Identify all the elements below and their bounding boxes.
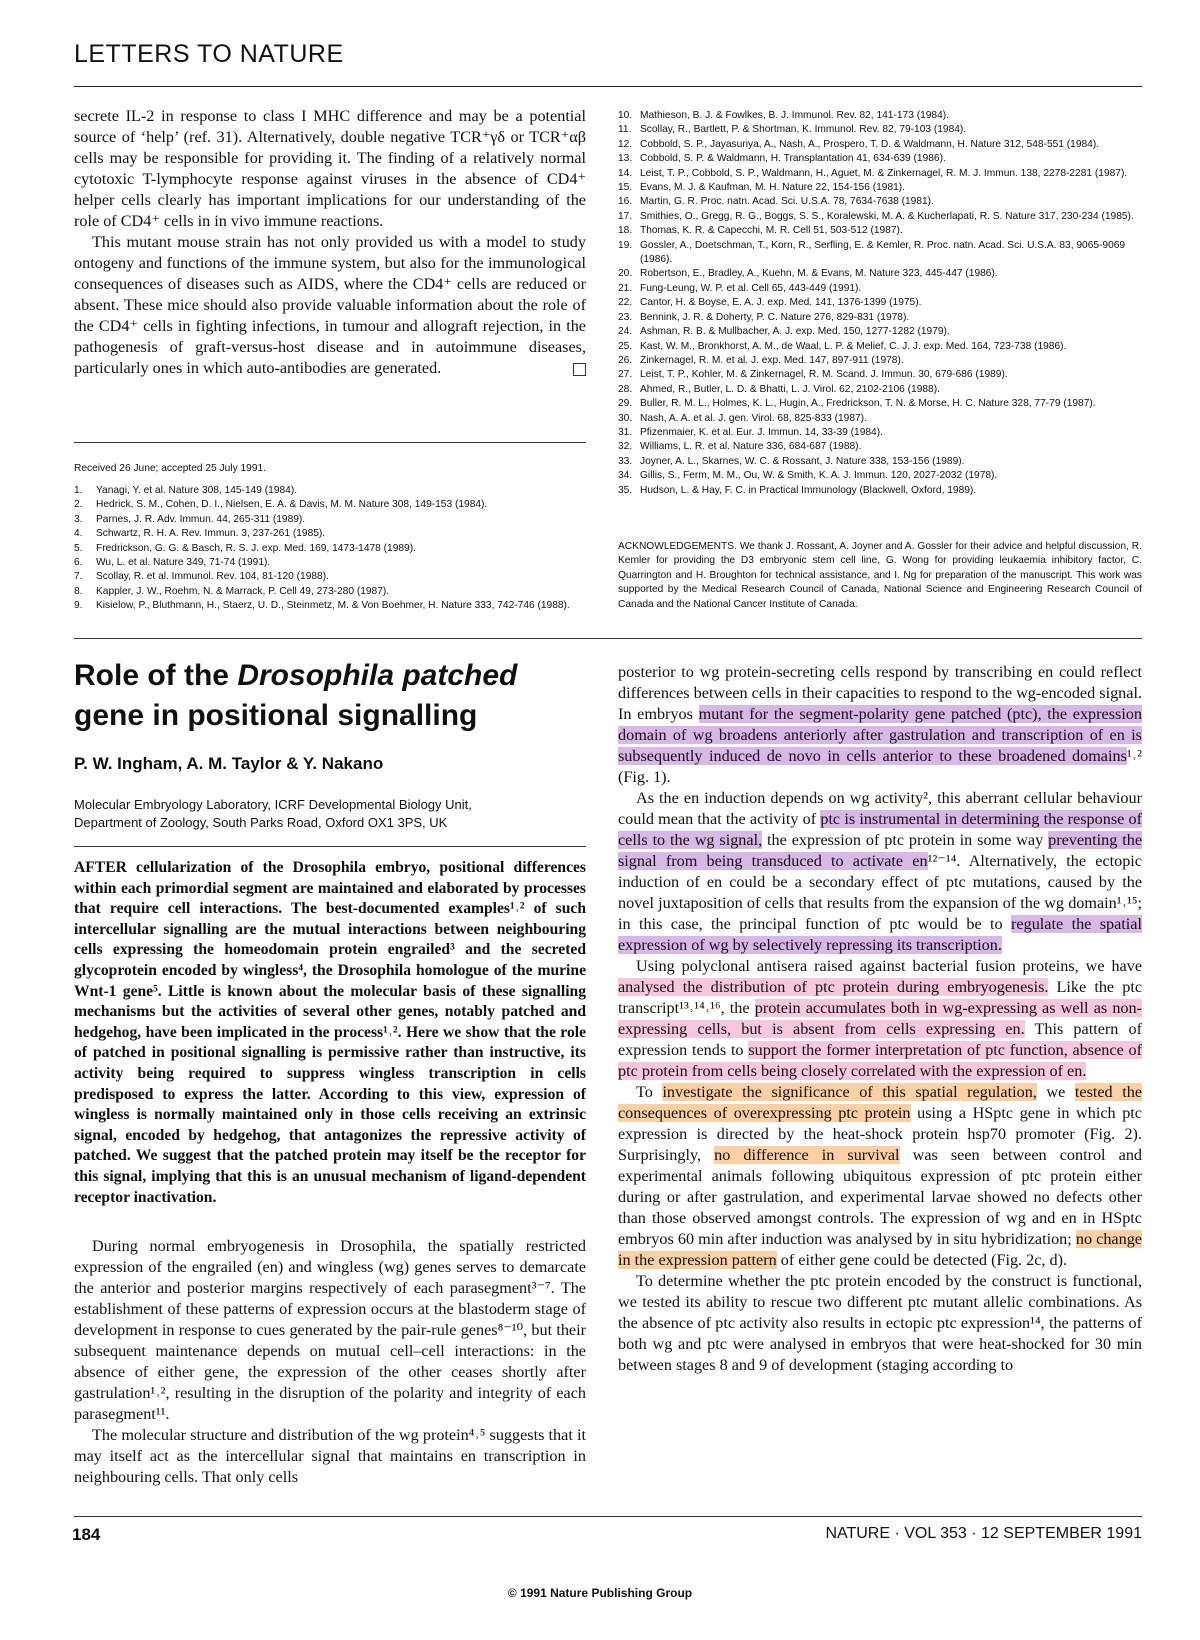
journal-citation: NATURE · VOL 353 · 12 SEPTEMBER 1991 <box>825 1525 1142 1542</box>
reference-text: Parnes, J. R. Adv. Immun. 44, 265-311 (1989). <box>96 513 306 525</box>
reference-item <box>618 123 1142 137</box>
reference-item <box>618 440 1142 454</box>
reference-item <box>74 513 586 527</box>
page-number: 184 <box>72 1525 101 1544</box>
reference-text: Kisielow, P., Bluthmann, H., Staerz, U. D., Steinmetz, M. & Von Boehmer, H. Nature 333, 742-746 (1988). <box>96 600 570 612</box>
reference-number: 11. <box>618 124 632 136</box>
reference-text: Wu, L. et al. Nature 349, 71-74 (1991). <box>96 557 271 569</box>
header-rule <box>74 86 1142 87</box>
reference-item <box>618 224 1142 238</box>
highlight-purple: mutant for the segment-polarity gene patched (ptc), the expression domain of wg broadens anteriorly after gastrulation and transcription of en is subsequently induced de novo in cells anterior to these broadened domains <box>618 705 1143 765</box>
affiliation-line-2: Department of Zoology, South Parks Road, Oxford OX1 3PS, UK <box>74 815 448 830</box>
prev-article-body <box>74 106 586 379</box>
reference-item <box>618 282 1142 296</box>
abstract-rule <box>74 846 586 847</box>
reference-number: 5. <box>74 542 83 554</box>
reference-number: 2. <box>74 499 83 511</box>
reference-number: 20. <box>618 268 633 280</box>
reference-item <box>74 527 586 541</box>
abstract-text: cellularization of the Drosophila embryo, positional differences within each primordial segment are maintained and elaborated by processes that require cell interactions. The best-documented examples¹˒² of such intercellular signalling are the mutual interactions between neighbouring cells expressing the homeodomain protein engrailed³ and the secreted glycoprotein encoded by wingless⁴, the Drosophila homologue of the murine Wnt-1 gene⁵. Little is known about the molecular basis of these signalling mechanisms but the activities of several other genes, notably patched and hedgehog, have been implicated in the process¹˒². Here we show that the role of patched in positional signalling is permissive rather than instructive, its activity being required to suppress wingless transcription in cells predisposed to express the latter. According to this view, expression of wingless is normally maintained only in those cells receiving an extrinsic signal, encoded by hedgehog, that antagonizes the repressive activity of patched. We suggest that the patched protein may itself be the receptor for this signal, implying that this is an unusual mechanism of ligand-dependent receptor inactivation. <box>74 859 586 1206</box>
highlight-orange: investigate the significance of this spatial regulation, <box>662 1083 1037 1101</box>
reference-number: 23. <box>618 311 633 323</box>
reference-item <box>618 455 1142 469</box>
reference-number: 14. <box>618 167 633 179</box>
abstract <box>74 858 586 1208</box>
highlight-pink: analysed the distribution of ptc protein during embryogenesis. <box>618 978 1049 996</box>
reference-number: 29. <box>618 398 633 410</box>
reference-item <box>618 152 1142 166</box>
reference-number: 24. <box>618 326 633 338</box>
reference-text: Kast, W. M., Bronkhorst, A. M., de Waal, L. P. & Melief, C. J. J. exp. Med. 164, 723-738 (1986). <box>640 340 1067 352</box>
reference-list-left <box>74 484 586 614</box>
title-part-1: Role of the <box>74 659 238 692</box>
reference-text: Smithies, O., Gregg, R. G., Boggs, S. S., Koralewski, M. A. & Kucherlapati, R. S. Nature 317, 230-234 (1985). <box>640 210 1134 222</box>
reference-item <box>74 585 586 599</box>
reference-item <box>618 397 1142 411</box>
reference-item <box>74 599 586 613</box>
reference-number: 28. <box>618 383 633 395</box>
reference-item <box>618 484 1142 498</box>
reference-text: Evans, M. J. & Kaufman, M. H. Nature 22, 154-156 (1981). <box>640 182 905 194</box>
reference-text: Joyner, A. L., Skarnes, W. C. & Rossant, J. Nature 338, 153-156 (1989). <box>640 455 965 467</box>
article-body-right <box>618 662 1142 1376</box>
reference-number: 19. <box>618 239 633 251</box>
reference-number: 16. <box>618 196 633 208</box>
p3-text-b: ¹˒² (Fig. 1). <box>618 747 1142 786</box>
footer-rule <box>74 1516 1142 1517</box>
reference-text: Yanagi, Y. et al. Nature 308, 145-149 (1984). <box>96 485 298 496</box>
reference-number: 13. <box>618 153 633 165</box>
reference-item <box>618 267 1142 281</box>
reference-text: Zinkernagel, R. M. et al. J. exp. Med. 147, 897-911 (1978). <box>640 354 904 366</box>
reference-number: 26. <box>618 354 633 366</box>
reference-item <box>618 325 1142 339</box>
reference-text: Bennink, J. R. & Doherty, P. C. Nature 276, 829-831 (1978). <box>640 311 910 323</box>
reference-item <box>74 570 586 584</box>
article-head <box>74 656 586 832</box>
reference-text: Cobbold, S. P. & Waldmann, H. Transplantation 41, 634-639 (1986). <box>640 153 946 165</box>
reference-text: Scollay, R., Bartlett, P. & Shortman, K. Immunol. Rev. 82, 79-103 (1984). <box>640 124 967 136</box>
highlight-purple: regulate the spatial expression of wg by selectively repressing its transcription. <box>618 915 1142 954</box>
prev-paragraph-1: secrete IL-2 in response to class I MHC difference and may be a potential source of ‘help’ (ref. 31). Alternatively, double negative TCR⁺γδ or TCR⁺αβ cells may be responsible for providing it. The finding of a relatively normal cytotoxic T-lymphocyte response against viruses in the absence of CD4⁺ helper cells clearly has important implications for our understanding of the role of CD4⁺ cells in in vivo immune reactions. <box>74 107 586 230</box>
reference-text: Hedrick, S. M., Cohen, D. I., Nielsen, E. A. & Davis, M. M. Nature 308, 149-153 (1984). <box>96 499 488 511</box>
highlight-orange: no difference in survival <box>714 1146 900 1164</box>
reference-number: 35. <box>618 484 633 496</box>
reference-text: Gossler, A., Doetschman, T., Korn, R., Serfling, E. & Kemler, R. Proc. natn. Acad. Sci. U.S.A. 83, 9065-9069 (1986). <box>640 239 1126 266</box>
reference-number: 10. <box>618 110 633 121</box>
reference-text: Fredrickson, G. G. & Basch, R. S. J. exp. Med. 169, 1473-1478 (1989). <box>96 542 416 554</box>
reference-number: 31. <box>618 426 633 438</box>
reference-item <box>618 138 1142 152</box>
reference-item <box>618 368 1142 382</box>
body-paragraph-1: During normal embryogenesis in Drosophila, the spatially restricted expression of the engrailed (en) and wingless (wg) genes serves to demarcate the anterior and posterior margins respectively of each parasegment³⁻⁷. The establishment of these patterns of expression occurs at the blastoderm stage of development in response to cues generated by the pair-rule genes⁸⁻¹⁰, but their subsequent maintenance depends on mutual cell–cell interactions: in the absence of either gene, the expression of the other ceases shortly after gastrulation¹˒², resulting in the disruption of the polarity and integrity of each parasegment¹¹. <box>74 1237 586 1423</box>
reference-item <box>618 167 1142 181</box>
body-paragraph-3 <box>618 662 1142 788</box>
section-header: LETTERS TO NATURE <box>74 40 344 68</box>
reference-item <box>618 426 1142 440</box>
body-paragraph-6 <box>618 1082 1142 1271</box>
reference-text: Mathieson, B. J. & Fowlkes, B. J. Immunol. Rev. 82, 141-173 (1984). <box>640 110 949 121</box>
reference-text: Ashman, R. B. & Mullbacher, A. J. exp. Med. 150, 1277-1282 (1979). <box>640 326 950 338</box>
p5-text-a: Using polyclonal antisera raised against bacterial fusion proteins, we have <box>636 957 1142 975</box>
reference-number: 17. <box>618 210 633 222</box>
reference-item <box>618 210 1142 224</box>
p5-text-c: This pattern of expression tends to <box>618 1020 1142 1059</box>
reference-item <box>618 340 1142 354</box>
reference-number: 9. <box>74 600 83 612</box>
reference-text: Hudson, L. & Hay, F. C. in Practical Immunology (Blackwell, Oxford, 1989). <box>640 484 977 496</box>
p6-text-b: we <box>1036 1083 1075 1101</box>
reference-text: Leist, T. P., Kohler, M. & Zinkernagel, R. M. Scand. J. Immun. 30, 679-686 (1989). <box>640 369 1008 381</box>
reference-number: 3. <box>74 513 83 525</box>
affiliation-line-1: Molecular Embryology Laboratory, ICRF Developmental Biology Unit, <box>74 797 472 812</box>
reference-number: 34. <box>618 470 633 482</box>
p6-text-d: was seen between control and experimental animals following ubiquitous expression of ptc protein either during or after gastrulation, and experimental larvae showed no defects other than those observed amongst controls. The expression of wg and en in HSptc embryos 60 min after induction was analysed by in situ hybridization; <box>618 1146 1143 1248</box>
p3-text-a: posterior to wg protein-secreting cells respond by transcribing en could reflect differences between cells in their capacities to respond to the wg-encoded signal. In embryos <box>618 663 1142 723</box>
body-paragraph-4 <box>618 788 1142 956</box>
reference-number: 6. <box>74 557 83 569</box>
reference-text: Thomas, K. R. & Capecchi, M. R. Cell 51, 503-512 (1987). <box>640 225 903 237</box>
copyright-notice: © 1991 Nature Publishing Group <box>507 1586 693 1600</box>
end-of-article-mark <box>573 363 586 376</box>
reference-text: Scollay, R. et al. Immunol. Rev. 104, 81-120 (1988). <box>96 571 329 583</box>
p5-text-b: Like the ptc transcript¹³˒¹⁴˒¹⁶, the <box>618 978 1142 1017</box>
reference-list-right <box>618 109 1142 498</box>
highlight-orange: no change in the expression pattern <box>618 1230 1142 1269</box>
reference-number: 21. <box>618 282 633 294</box>
p6-text-a: To <box>636 1083 663 1101</box>
p6-text-c: using a HSptc gene in which ptc expression is directed by the heat-shock protein hsp70 promoter (Fig. 2). Surprisingly, <box>618 1104 1142 1164</box>
reference-number: 12. <box>618 138 633 150</box>
reference-text: Buller, R. M. L., Holmes, K. L., Hugin, A., Fredrickson, T. N. & Morse, H. C. Nature 328, 77-79 (1987). <box>640 398 1096 410</box>
article-title <box>74 656 586 736</box>
body-paragraph-5 <box>618 956 1142 1082</box>
reference-number: 30. <box>618 412 633 424</box>
reference-number: 7. <box>74 571 83 583</box>
reference-item <box>74 498 586 512</box>
reference-number: 25. <box>618 340 633 352</box>
reference-text: Martin, G. R. Proc. natn. Acad. Sci. U.S.A. 78, 7634-7638 (1981). <box>640 196 934 208</box>
reference-text: Schwartz, R. H. A. Rev. Immun. 3, 237-261 (1985). <box>96 528 326 540</box>
reference-number: 1. <box>74 485 83 496</box>
reference-number: 27. <box>618 369 633 381</box>
reference-text: Leist, T. P., Cobbold, S. P., Waldmann, H., Aguet, M. & Zinkernagel, R. M. J. Immun. 138, 2278-2281 (1987). <box>640 167 1128 179</box>
authors: P. W. Ingham, A. M. Taylor & Y. Nakano <box>74 754 384 773</box>
abstract-lead-word: AFTER <box>74 859 127 876</box>
reference-text: Cantor, H. & Boyse, E. A. J. exp. Med. 141, 1376-1399 (1975). <box>640 297 922 309</box>
reference-text: Ahmed, R., Butler, L. D. & Bhatti, L. J. Virol. 62, 2102-2106 (1988). <box>640 383 940 395</box>
body-paragraph-7: To determine whether the ptc protein encoded by the construct is functional, we tested its ability to rescue two different ptc mutant allelic combinations. As the absence of ptc activity also results in ectopic ptc expression¹⁴, the patterns of both wg and ptc were analysed in embryos that were heat-shocked for 30 min between stages 8 and 9 of development (staging according to <box>618 1272 1142 1374</box>
reference-text: Gillis, S., Ferm, M. M., Ou, W. & Smith, K. A. J. Immun. 120, 2027-2032 (1978). <box>640 470 998 482</box>
reference-number: 15. <box>618 182 633 194</box>
title-part-2: gene in positional signalling <box>74 699 478 732</box>
reference-text: Williams, L. R. et al. Nature 336, 684-687 (1988). <box>640 441 862 453</box>
reference-item <box>74 542 586 556</box>
reference-text: Nash, A. A. et al. J. gen. Virol. 68, 825-833 (1987). <box>640 412 867 424</box>
reference-text: Pfizenmaier, K. et al. Eur. J. Immun. 14, 33-39 (1984). <box>640 426 883 438</box>
reference-number: 22. <box>618 297 633 309</box>
reference-item <box>74 556 586 570</box>
p4-text-c: ¹²⁻¹⁴. Alternatively, the ectopic induction of en could be a secondary effect of ptc mutations, caused by the novel juxtaposition of cells that results from the expansion of the wg domain¹˒¹⁵; in this case, the principal function of ptc would be to <box>618 852 1142 933</box>
article-body-left <box>74 1236 586 1488</box>
reference-text: Fung-Leung, W. P. et al. Cell 65, 443-449 (1991). <box>640 282 862 294</box>
references-rule <box>74 442 586 443</box>
highlight-purple: preventing the signal from being transduced to activate en <box>618 831 1143 870</box>
reference-item <box>618 296 1142 310</box>
prev-paragraph-2 <box>74 232 586 379</box>
p6-text-e: of either gene could be detected (Fig. 2c, d). <box>776 1251 1068 1269</box>
body-paragraph-2: The molecular structure and distribution of the wg protein⁴˒⁵ suggests that it may itself act as the intercellular signal that maintains en transcription in neighbouring cells. That only cells <box>74 1426 586 1486</box>
reference-number: 32. <box>618 441 633 453</box>
reference-item <box>618 469 1142 483</box>
reference-item <box>618 412 1142 426</box>
reference-text: Cobbold, S. P., Jayasuriya, A., Nash, A., Prospero, T. D. & Waldmann, H. Nature 312, 548-551 (1984). <box>640 138 1100 150</box>
p4-text-b: the expression of ptc protein in some way <box>762 831 1049 849</box>
reference-item <box>618 195 1142 209</box>
reference-text: Kappler, J. W., Roehm, N. & Marrack, P. Cell 49, 273-280 (1987). <box>96 585 390 597</box>
reference-item <box>618 181 1142 195</box>
highlight-purple: ptc is instrumental in determining the response of cells to the wg signal, <box>618 810 1142 849</box>
reference-number: 18. <box>618 225 633 237</box>
highlight-pink: support the former interpretation of ptc function, absence of ptc protein from cells being closely correlated with the expression of en. <box>618 1041 1143 1080</box>
highlight-pink: protein accumulates both in wg-expressing as well as non-expressing cells, but is absent from cells expressing en. <box>618 999 1142 1038</box>
received-line: Received 26 June; accepted 25 July 1991. <box>74 463 266 474</box>
reference-item <box>618 383 1142 397</box>
affiliation <box>74 796 586 832</box>
reference-item <box>618 354 1142 368</box>
reference-number: 8. <box>74 585 83 597</box>
reference-item <box>74 484 586 498</box>
highlight-orange: tested the consequences of overexpressing ptc protein <box>618 1083 1143 1122</box>
reference-number: 33. <box>618 455 633 467</box>
acknowledgements: ACKNOWLEDGEMENTS. We thank J. Rossant, A. Joyner and A. Gossler for their advice and helpful discussion, R. Kemler for providing the D3 embryonic stem cell line, G. Wong for providing leukaemia inhibitory factor, C. Quarrington and H. Broughton for technical assistance, and I. Ng for preparation of the manuscript. This work was supported by the Medical Research Council of Canada, National Science and Engineering Research Council of Canada and the National Cancer Institute of Canada. <box>618 541 1142 610</box>
reference-number: 4. <box>74 528 83 540</box>
reference-item <box>618 311 1142 325</box>
title-italic: Drosophila patched <box>237 659 518 692</box>
reference-item <box>618 239 1142 268</box>
reference-text: Robertson, E., Bradley, A., Kuehn, M. & Evans, M. Nature 323, 445-447 (1986). <box>640 268 998 280</box>
article-separator-rule <box>74 638 1142 639</box>
reference-item <box>618 109 1142 123</box>
prev-paragraph-2-text: This mutant mouse strain has not only provided us with a model to study ontogeny and functions of the immune system, but also for the immunological consequences of diseases such as AIDS, where the CD4⁺ cells are reduced or absent. These mice should also provide valuable information about the role of the CD4⁺ cells in fighting infections, in tumour and allograft rejection, in the pathogenesis of graft-versus-host disease and in autoimmune diseases, particularly ones in which auto-antibodies are generated. <box>74 233 586 377</box>
p4-text-a: As the en induction depends on wg activity², this aberrant cellular behaviour could mean that the activity of <box>618 789 1142 828</box>
